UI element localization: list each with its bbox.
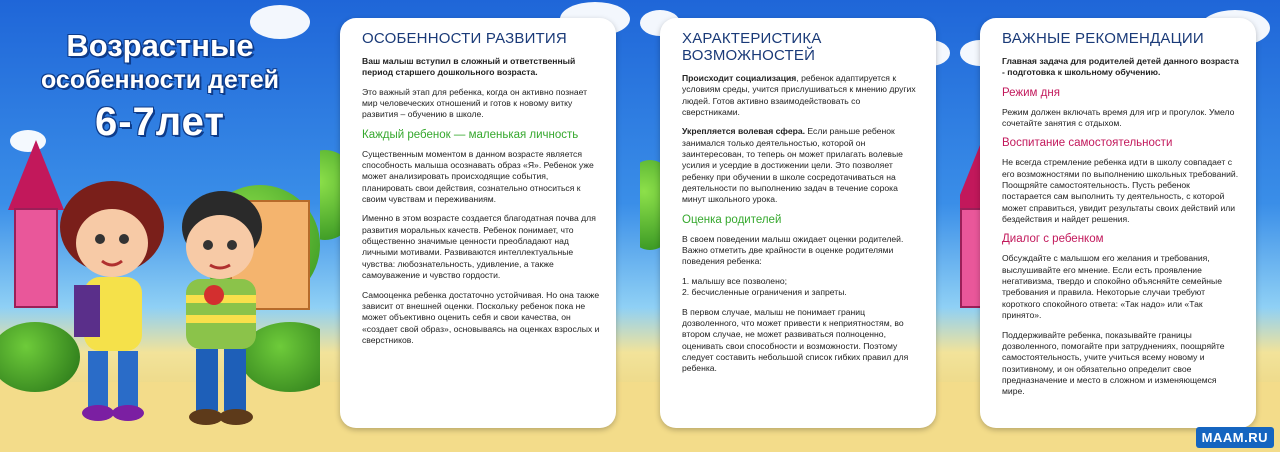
- cover-panel: [0, 0, 320, 452]
- site-watermark: MAAM.RU: [1196, 427, 1274, 448]
- personality-subheading: Каждый ребенок — маленькая личность: [362, 128, 579, 141]
- cover-title-line1: Возрастные: [66, 28, 254, 63]
- development-paragraph: Самооценка ребенка достаточно устойчивая. Но она также зависит от внешней оценки. Поскольку ребенок пока не может объективно оценить себя и свои качества, он «создает свой образ», основываясь на оценках взрослых и сверстников.: [362, 289, 600, 345]
- abilities-paragraph: В первом случае, малыш не понимает границ дозволенного, что может привести к неприятностям, во втором случае, не может развиваться полноценно, оценивать свои способности и возможности. Поэтому следует составить небольшой список гибких правил для ребенка.: [682, 306, 909, 374]
- development-panel: [320, 0, 640, 452]
- abilities-paragraph: В своем поведении малыш ожидает оценки родителей. Важно отметить две крайности в оценке родителями поведения ребенка:: [682, 233, 904, 267]
- socialization-bold: Происходит социализация: [682, 73, 797, 83]
- will-text: Если раньше ребенок занимался только деятельностью, которой он заинтересован, то теперь он может прилагать волевые усилия и усердие в достижении цели. Это позволяет ребенку при обучении в школе сосредотачиваться на деятельности по выполнению задач в течение сорока минут школьного урока.: [682, 126, 903, 205]
- development-intro: Ваш малыш вступил в сложный и ответственный период старшего дошкольного возраста.: [362, 56, 576, 78]
- socialization-text: , ребенок адаптируется к условиям среды, учится прислушиваться к мнению других людей. Готов активно взаимодействовать со сверстниками.: [682, 73, 916, 118]
- recommendations-paragraph: Обсуждайте с малышом его желания и требования, выслушивайте его мнение. Если есть проявление негативизма, твердо и спокойно объясняйте семейные требования и правила. Некоторые случаи требуют короткого спокойного ответа: «Так надо» или «Так принято».: [1002, 253, 1222, 321]
- recommendations-paragraph: Поддерживайте ребенка, показывайте границы дозволенного, помогайте при затруднениях, поощряйте самостоятельность, учите учиться всему новому и позитивному, и он обязательно определит свое предназначение и место в сложном и изменяющемся мире.: [1002, 329, 1225, 397]
- development-card: [340, 18, 616, 428]
- independence-subheading: Воспитание самостоятельности: [1002, 137, 1173, 150]
- parents-assessment-subheading: Оценка родителей: [682, 213, 782, 226]
- abilities-card: [660, 18, 936, 428]
- development-paragraph: Это важный этап для ребенка, когда он активно познает мир человеческих отношений и готов к новому витку развития – обучению в школе.: [362, 86, 588, 120]
- girl-face: [76, 209, 148, 277]
- book-icon: [74, 285, 100, 337]
- recommendations-paragraph: Не всегда стремление ребенка идти в школу совпадает с его возможностями по выполнению школьных требований. Поощряйте самостоятельность. Пусть ребенок постарается сам выполнить ту деятельность, с которой может справиться, увидит результаты своих действий или бездействия и найдет решения.: [1002, 157, 1239, 225]
- recommendations-intro: Главная задача для родителей детей данного возраста - подготовка к школьному обучению.: [1002, 56, 1239, 78]
- recommendations-panel: [960, 0, 1280, 452]
- development-heading: ОСОБЕННОСТИ РАЗВИТИЯ: [362, 30, 567, 47]
- abilities-paragraph: [682, 73, 920, 118]
- development-paragraph: Существенным моментом в данном возрасте является способность малыша осознавать образ «Я». Ребенок уже может анализировать происходящие события, планировать свои действия, сознательно относиться к своим чувствам и переживаниям.: [362, 148, 594, 205]
- recommendations-heading: ВАЖНЫЕ РЕКОМЕНДАЦИИ: [1002, 30, 1204, 47]
- cover-title-line2: особенности детей: [40, 66, 280, 94]
- list-item: 2. бесчисленные ограничения и запреты.: [682, 287, 847, 298]
- abilities-paragraph: [682, 126, 920, 205]
- dialogue-subheading: Диалог с ребенком: [1002, 233, 1104, 246]
- development-paragraph: Именно в этом возрасте создается благодатная почва для развития моральных качеств. Ребенок понимает, что общественно значимые ценности преобладают над личными мотивами. Развиваются интеллектуальные чувства: любознательность, удивление, а также самоуважение и чувство гордости.: [362, 213, 596, 281]
- recommendations-card: [980, 18, 1256, 428]
- abilities-panel: [640, 0, 960, 452]
- apple-icon: [204, 285, 224, 305]
- cover-title-age: 6-7лет: [94, 100, 225, 144]
- will-bold: Укрепляется волевая сфера.: [682, 126, 806, 137]
- list-item: 1. малышу все позволено;: [682, 275, 787, 286]
- abilities-heading: ХАРАКТЕРИСТИКА ВОЗМОЖНОСТЕЙ: [682, 30, 822, 64]
- recommendations-paragraph: Режим должен включать время для игр и прогулок. Умело сочетайте занятия с отдыхом.: [1002, 106, 1235, 129]
- daily-routine-subheading: Режим дня: [1002, 86, 1060, 99]
- children-illustration: [50, 165, 290, 435]
- extremes-list: [682, 276, 920, 299]
